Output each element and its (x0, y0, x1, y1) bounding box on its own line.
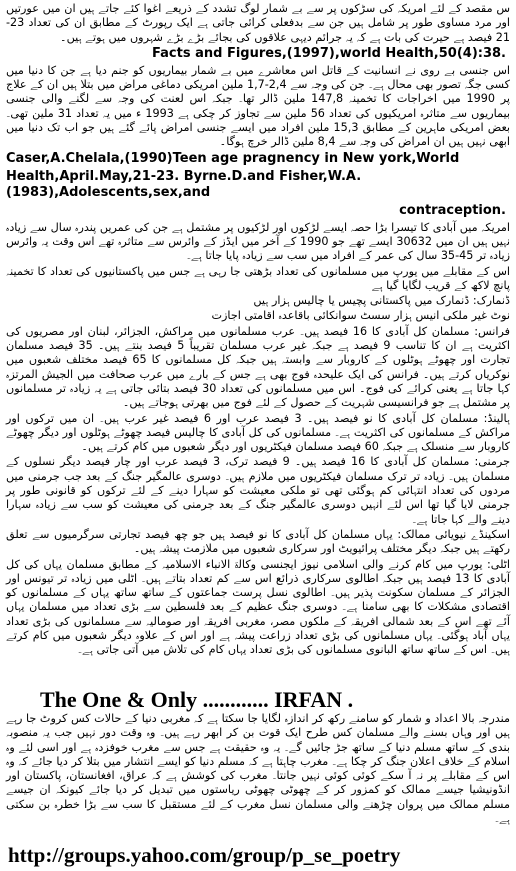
paragraph-italy: ﺍﭨﻠﯽ: ﯾﻮﺭﭖ ﻣﯿﮟ ﮐﺎﻡ ﮐﺮﻧﮯ ﻭﺍﻟﯽ ﺍﺳﻼﻣﯽ ﻧﯿﻮﺯ ﺍﯾﺠﻨﺴﯽ ﻭﮐﺎﻟۃ ﺍﻻﻧﺒﺎﺀ ﺍﻻﺳﻼﻣﯿﮧ ﮐﮯ ﻣﻄﺎﺑﻖ ﻣﺴﻠﻤﺎﻥ ﯾﮩﺎﮞ ﮐﯽ ﮐﻞ ﺁﺑﺎﺩﯼ ﮐﺎ 13 ﻓﯿﺼﺪ ﮨﯿﮟ ﺟﺒﮑﮧ ﺍﻃﺎﻟﻮﯼ ﺳﺮﮐﺎﺭﯼ ﺫﺭﺍﺋﻊ ﺍﺱ ﺳﮯ ﮐﻢ ﺗﻌﺪﺍﺩ ﺑﺘﺎﺗﮯ ﮨﯿﮟ۔ ﺍﭨﻠﯽ ﻣﯿﮟ ﺯﯾﺎﺩﮦ ﺗﺮ ﺗﯿﻮﻧﺲ ﺍﻭﺭ ﺍﻟﺠﺰﺍﺋﺮ ﮐﮯ ﻣﺴﻠﻤﺎﻥ ﺳﮑﻮﻧﺖ ﭘﺬﯾﺮ ﮨﯿﮟ۔ ﺍﻃﺎﻟﻮﯼ ﻧﺴﻞ ﭘﺮﺳﺖ ﺟﻤﺎﻋﺘﻮﮞ ﮐﮯ ﺳﺎﺗﮫ ﺳﺎﺗﮫ ﯾﮩﺎﮞ ﮐﮯ ﻣﺴﻠﻤﺎﻧﻮﮞ ﮐﻮ ﺍﻗﺘﺼﺎﺩﯼ ﻣﺸﮑﻼﺕ ﮐﺎ ﺑﮭﯽ ﺳﺎﻣﻨﺎ ﮨﮯ۔ ﺩﻭﺳﺮﯼ ﺟﻨﮓ ﻋﻈﯿﻢ ﮐﮯ ﺑﻌﺪ ﻓﻠﺴﻄﯿﻦ ﺳﮯ ﺑﮍﯼ ﺗﻌﺪﺍﺩ ﻣﯿﮟ ﻣﺴﻠﻤﺎﻥ ﯾﮩﺎﮞ ﺁﺋﮯ ﺗﮭﮯ ﺍﺱ ﮐﮯ ﺑﻌﺪ ﺷﻤﺎﻟﯽ ﺍﻓﺮﯾﻘﮧ ﮐﮯ ﻣﻠﮑﻮﮞ ﻣﺼﺮ، ﻣﻐﺮﺑﯽ ﺍﻓﺮﯾﻘﮧ ﺍﻭﺭ ﺻﻮﻣﺎﻟﯿﮧ ﺳﮯ ﻣﺴﻠﻤﺎﻧﻮﮞ ﮐﯽ ﺑﮍﯼ ﺗﻌﺪﺍﺩ ﯾﮩﺎﮞ ﺁﺑﺎﺩ ﮨﻮﮔﺌﯽ۔ ﯾﮩﺎﮞ ﻣﺴﻠﻤﺎﻧﻮﮞ ﮐﯽ ﺑﮍﯼ ﺗﻌﺪﺍﺩ ﺯﺭﺍﻋﺖ ﭘﯿﺸﮧ ﮨﮯ ﺍﻭﺭ ﺍﺱ ﮐﮯ ﻋﻼﻭﮦ ﺩﯾﮕﺮ ﺷﻌﺒﻮﮞ ﻣﯿﮟ ﮐﺎﻡ ﮐﺮﺗﮯ ﮨﯿﮟ۔ ﺍﺱ ﮐﮯ ﺳﺎﺗﮫ ﺳﺎﺗﮫ ﺍﻟﺒﺎﻧﻮﯼ ﻣﺴﻠﻤﺎﻧﻮﮞ ﮐﯽ ﺑﮍﯼ ﺗﻌﺪﺍﺩ ﯾﮩﺎﮞ ﮐﺎﻡ ﮐﯽ ﺗﻼﺵ ﻣﯿﮟ ﺁﺗﯽ ﺟﺎﺗﯽ ﮨﮯ۔ (6, 557, 510, 657)
paragraph-germany: ﺟﺮﻣﻨﯽ: ﻣﺴﻠﻤﺎﻥ ﮐﻞ ﺁﺑﺎﺩﯼ ﮐﺎ 16 ﻓﯿﺼﺪ ﮨﯿﮟ۔ 9 ﻓﯿﺼﺪ ﺗﺮﮎ، 3 ﻓﯿﺼﺪ ﻋﺮﺏ ﺍﻭﺭ ﭼﺎﺭ ﻓﯿﺼﺪ ﺩﯾﮕﺮ ﻧﺴﻠﻮﮞ ﮐﮯ ﻣﺴﻠﻤﺎﻥ ﮨﯿﮟ۔ ﺯﯾﺎﺩﮦ ﺗﺮ ﺗﺮﮎ ﻣﺴﻠﻤﺎﻥ ﻓﯿﮑﭩﺮﯾﻮﮞ ﻣﯿﮟ ﻣﻼﺯﻡ ﮨﯿﮟ۔ ﺩﻭﺳﺮﯼ ﻋﺎﻟﻤﮕﯿﺮ ﺟﻨﮓ ﮐﮯ ﺑﻌﺪ ﺟﺐ ﺟﺮﻣﻨﯽ ﻣﯿﮟ ﻣﺮﺩﻭﮞ ﮐﯽ ﺗﻌﺪﺍﺩ ﺍﻧﺘﮩﺎﺋﯽ ﮐﻢ ﮨﻮﮔﺌﯽ ﺗﮭﯽ ﺗﻮ ﻣﻠﮑﯽ ﻣﻌﯿﺸﺖ ﮐﻮ ﺳﮩﺎﺭﺍ ﺩﯾﻨﮯ ﮐﮯ ﻟﺌﮯ ﺗﺮﮐﻮﮞ ﮐﻮ ﻗﺎﻧﻮﻧﯽ ﻃﻮﺭ ﭘﺮ ﺟﺮﻣﻨﯽ ﻻﯾﺎ ﮔﯿﺎ ﺗﮭﺎ ﺍﺱ ﻟﺌﮯ ﺍﻧﮩﯿﮟ ﺩﻭﺳﺮﯼ ﻋﺎﻟﻤﮕﯿﺮ ﺟﻨﮓ ﮐﮯ ﺑﻌﺪ ﺟﺮﻣﻨﯽ ﮐﯽ ﻣﻌﯿﺸﺖ ﮐﻮ ﺳﺐ ﺳﮯ ﺯﯾﺎﺩﮦ ﺳﮩﺎﺭﺍ ﺩﯾﻨﮯ ﻭﺍﻟﮯ ﮐﮩﺎ ﺟﺎﺗﺎ ﮨﮯ۔ (6, 455, 510, 526)
paragraph-europe-muslims: ﺍﺱ ﮐﮯ ﻣﻘﺎﺑﻠﮯ ﻣﯿﮟ ﯾﻮﺭﭖ ﻣﯿﮟ ﻣﺴﻠﻤﺎﻧﻮﮞ ﮐﯽ ﺗﻌﺪﺍﺩ ﺑﮍﮬﺘﯽ ﺟﺎ ﺭﮨﯽ ﮨﮯ ﺟﺲ ﻣﯿﮟ ﭘﺎﮐﺴﺘﺎﻧﯿﻮﮞ ﮐﯽ ﺗﻌﺪﺍﺩ ﮐﺎ ﺗﺨﻤﯿﻨﮧ ﭘﺎﻧﭻ ﻻﮐﮫ ﮐﮯ ﻗﺮﯾﺐ ﻟﮕﺎﯾﺎ ﮔﯿﺎ ﮨﮯ (6, 264, 510, 292)
footer-url-link[interactable]: http://groups.yahoo.com/group/p_se_poetry (8, 843, 401, 867)
paragraph-france: ﻓﺮﺍﻧﺲ: ﻣﺴﻠﻤﺎﻥ ﮐﻞ ﺁﺑﺎﺩﯼ ﮐﺎ 16 ﻓﯿﺼﺪ ﮨﯿﮟ۔ ﻋﺮﺏ ﻣﺴﻠﻤﺎﻧﻮﮞ ﻣﯿﮟ ﻣﺮﺍﮐﺶ، ﺍﻟﺠﺰﺍﺋﺮ، ﻟﺒﻨﺎﻥ ﺍﻭﺭ ﻣﺼﺮﯾﻮﮞ ﮐﯽ ﺍﮐﺜﺮﯾﺖ ﮨﮯ ﺍﻥ ﮐﺎ ﺗﻨﺎﺳﺐ 9 ﻓﯿﺼﺪ ﮨﮯ ﺟﺒﮑﮧ ﻏﯿﺮ ﻋﺮﺏ ﻣﺴﻠﻤﺎﻥ ﺗﻘﺮﯾﺒﺎً 5 ﻓﯿﺼﺪ ﺑﻨﺘﮯ ﮨﯿﮟ۔ 35 ﻓﯿﺼﺪ ﻣﺴﻠﻤﺎﻥ ﺗﺠﺎﺭﺕ ﺍﻭﺭ ﭼﮭﻮﭨﮯ ﮨﻮﭨﻠﻮﮞ ﮐﮯ ﮐﺎﺭﻭﺑﺎﺭ ﺳﮯ ﻭﺍﺑﺴﺘﮧ ﮨﯿﮟ ﺟﺒﮑﮧ ﮐﻞ ﻣﺴﻠﻤﺎﻧﻮﮞ ﮐﺎ 65 ﻓﯿﺼﺪ ﻣﺨﺘﻠﻒ ﺷﻌﺒﻮﮞ ﻣﯿﮟ ﻧﻮﮐﺮﯾﺎﮞ ﮐﺮﺗﮯ ﮨﯿﮟ۔ ﻓﺮﺍﻧﺲ ﮐﯽ ﺍﯾﮏ ﻋﻠﯿﺤﺪﮦ ﻓﻮﺝ ﺑﮭﯽ ﮨﮯ ﺟﺲ ﮐﮯ ﺑﺎﺭﮮ ﻣﯿﮟ ﻋﺮﺏ ﺻﺤﺎﻓﺖ ﻣﯿﮟ ﺍﻟﺠﯿﺶ ﺍﻟﻤﺮﺗﺰﮦ ﮐﮩﺎ ﺟﺎﺗﺎ ﮨﮯ ﯾﻌﻨﯽ ﮐﺮﺍﺋﮯ ﮐﯽ ﻓﻮﺝ۔ ﺍﺱ ﻣﯿﮟ ﻣﺴﻠﻤﺎﻧﻮﮞ ﮐﯽ ﺗﻌﺪﺍﺩ 30 ﻓﯿﺼﺪ ﺑﺘﺎﺋﯽ ﺟﺎﺗﯽ ﮨﮯ ﯾﮧ ﺯﯾﺎﺩﮦ ﺗﺮ ﻣﺴﻠﻤﺎﻧﻮﮞ ﭘﺮ ﻣﺸﺘﻤﻞ ﮨﮯ ﺟﻮ ﻓﺮﺍﻧﺴﯿﺴﯽ ﺷﮩﺮﯾﺖ ﮐﮯ ﺣﺼﻮﻝ ﮐﮯ ﻟﺌﮯ ﻓﻮﺝ ﻣﯿﮟ ﺑﮭﺮﺗﯽ ﮨﻮﺟﺎﺗﮯ ﮨﯿﮟ۔ (6, 324, 511, 410)
intro-paragraph: ﺱ ﻣﻘﺼﺪ ﮐﮯ ﻟﺌﮯ ﺍﻣﺮﯾﮑﮧ ﮐﯽ ﺳﮍﮐﻮﮞ ﭘﺮ ﺳﮯ ﺑﮯ ﺷﻤﺎﺭ ﻟﻮﮒ ﺗﺸﺪﺩ ﮐﮯ ﺫﺭﯾﻌﮯ ﺍﻏﻮﺍ ﮐﺌﮯ ﺟﺎﺗﮯ ﮨﯿﮟ ﺍﻥ ﻣﯿﮟ ﻋﻮﺭﺗﯿﮟ ﺍﻭﺭ ﻣﺮﺩ ﻣﺴﺎﻭﯼ ﻃﻮﺭ ﭘﺮ ﺷﺎﻣﻞ ﮨﯿﮟ ﺟﻦ ﺳﮯ ﺑﺪﻓﻌﻠﯽ ﮐﺮﺍﺋﯽ ﺟﺎﺗﯽ ﮨﮯ ﺍﯾﮏ ﺭﭘﻮﺭﭦ ﮐﮯ ﻣﻄﺎﺑﻖ ﺍﻥ ﮐﯽ ﺗﻌﺪﺍﺩ 23-21 ﻓﯿﺼﺪ ﮨﮯ ﺣﯿﺮﺕ ﮐﯽ ﺑﺎﺕ ﮨﮯ ﮐﮧ ﯾﮧ ﺟﺮﺍﺋﻢ ﺩﯾﮩﯽ ﻋﻼﻗﻮﮞ ﮐﯽ ﺑﺠﺎﺋﮯ ﺑﮍﮮ ﺑﮍﮮ ﺷﮩﺮﻭﮞ ﻣﯿﮟ ﮨﻮﺗﮯ ﮨﯿﮟ۔ (6, 2, 510, 44)
paragraph-diseases: ﺍﺱ ﺟﻨﺴﯽ ﺑﮯ ﺭﻭﯼ ﻧﮯ ﺍﻧﺴﺎﻧﯿﺖ ﮐﮯ ﻗﺎﺗﻞ ﺍﺱ ﻣﻌﺎﺷﺮﮮ ﻣﯿﮟ ﺑﮯ ﺷﻤﺎﺭ ﺑﯿﻤﺎﺭﯾﻮﮞ ﮐﻮ ﺟﻨﻢ ﺩﯾﺎ ﮨﮯ ﺟﻦ ﮐﺎ ﺩﻧﯿﺎ ﻣﯿﮟ ﮐﺴﯽ ﺟﮕﮧ ﺗﺼﻮﺭ ﺑﮭﯽ ﻣﺤﺎﻝ ﮨﮯ۔ ﺟﻦ ﮐﯽ ﻭﺟﮧ ﺳﮯ 2,4-1,7 ﻣﻠﯿﻦ ﺍﻣﺮﯾﮑﯽ ﺩﻣﺎﻏﯽ ﻣﺮﺍﺽ ﻣﯿﮟ ﺑﺘﻼ ﮨﯿﮟ ﺍﻥ ﮐﮯ ﻋﻼﺝ ﭘﺮ 1990 ﻣﯿﮟ ﺍﺧﺮﺍﺟﺎﺕ ﮐﺎ ﺗﺨﻤﯿﻨﮧ 147,8 ﻣﻠﯿﻦ ﮈﺍﻟﺮ ﺗﮭﺎ۔ ﺟﺒﮑﮧ ﺍﺱ ﻟﻌﻨﺖ ﮐﯽ ﻭﺟﮧ ﺳﮯ ﻟﮕﻨﮯ ﻭﺍﻟﯽ ﺟﻨﺴﯽ ﺑﯿﻤﺎﺭﯾﻮﮞ ﺳﮯ ﻣﺘﺎﺛﺮﮦ ﺍﻣﺮﯾﮑﯿﻮﮞ ﮐﯽ ﺗﻌﺪﺍﺩ 56 ﻣﻠﯿﻦ ﺳﮯ ﺗﺠﺎﻭﺯ ﮐﺮ ﭼﮑﯽ ﮨﮯ 1993 ﺀ ﻣﯿﮟ ﯾﮧ ﺗﻌﺪﺍﺩ 31 ﻣﻠﯿﻦ ﺗﮭﯽ۔ ﺑﻌﺾ ﺍﻣﺮﯾﮑﯽ ﻣﺎﮨﺮﯾﻦ ﮐﮯ ﻣﻄﺎﺑﻖ 15,3 ﻣﻠﯿﻦ ﺍﻓﺮﺍﺩ ﻣﯿﮟ ﺍﯾﺴﮯ ﺟﻨﺴﯽ ﺍﻣﺮﺍﺽ ﭘﺎﺋﮯ ﮔﺌﮯ ﮨﯿﮟ ﺟﻮ ﺍﺏ ﺗﮏ ﺩﻧﯿﺎ ﻣﯿﮟ ﺍﺑﮭﯽ ﻧﮩﯿﮟ ﮨﯿﮟ ﺍﻥ ﺍﻣﺮﺍﺽ ﮐﯽ ﻭﺟﮧ ﺳﮯ 8,4 ﻣﻠﯿﻦ ﮈﺍﻟﺮ ﺧﺮﭺ ﮨﻮﮔﺎ۔ (6, 63, 511, 149)
reference-caser-line-2: Health,April.May,21-23. Byrne.D.and Fisher,W.A.(1983),Adolescents,sex,and (6, 168, 362, 200)
paragraph-holland: ﮨﺎﻟﯿﻨﮉ: ﻣﺴﻠﻤﺎﻥ ﮐﻞ ﺁﺑﺎﺩﯼ ﮐﺎ ﻧﻮ ﻓﯿﺼﺪ ﮨﯿﮟ۔ 3 ﻓﯿﺼﺪ ﻋﺮﺏ ﺍﻭﺭ 6 ﻓﯿﺼﺪ ﻏﯿﺮ ﻋﺮﺏ ﮨﯿﮟ۔ ﺍﻥ ﻣﯿﮟ ﺗﺮﮐﻮﮞ ﺍﻭﺭ ﻣﺮﺍﮐﺶ ﮐﮯ ﻣﺴﻠﻤﺎﻧﻮﮞ ﮐﯽ ﺍﮐﺜﺮﯾﺖ ﮨﮯ۔ ﻣﺴﻠﻤﺎﻧﻮﮞ ﮐﯽ ﮐﻞ ﺁﺑﺎﺩﯼ ﮐﺎ ﭼﺎﻟﯿﺲ ﻓﯿﺼﺪ ﭼﮭﻮﭨﮯ ﮨﻮﭨﻠﻮﮞ ﺍﻭﺭ ﺩﯾﮕﺮ ﭼﮭﻮﭨﮯ ﮐﺎﺭﻭﺑﺎﺭ ﺳﮯ ﻣﻨﺴﻠﮏ ﮨﮯ ﺟﺒﮑﮧ 60 ﻓﯿﺼﺪ ﻣﺴﻠﻤﺎﻥ ﻓﯿﮑﭩﺮﯾﻮﮞ ﺍﻭﺭ ﺩﯾﮕﺮ ﺷﻌﺒﻮﮞ ﻣﯿﮟ ﮐﺎﻡ ﮐﺮﺗﮯ ﮨﯿﮟ۔ (6, 411, 510, 454)
reference-caser-line-3: contraception. (399, 202, 506, 218)
reference-caser-line-1: Caser,A.Chelala,(1990)Teen age pragnency in New york,World (6, 150, 460, 166)
closing-section (6, 712, 510, 827)
paragraph-note: ﻧﻮﭦ ﻏﯿﺮ ﻣﻠﮑﯽ ﺍﻧﯿﺲ ﮨﺰﺍﺭ ﺳﺴﭧ ﺳﻮﺍﻧﮑﺎﺋﯽ ﺑﺎﻗﺎﻋﺪﮦ ﺍﻗﺎﻣﺘﯽ ﺍﺟﺎﺯﺕ (211, 309, 510, 323)
reference-facts-figures: Facts and Figures,(1997),world Health,50(4):38. (152, 45, 506, 61)
paragraph-conclusion: ﻣﻨﺪﺭﺟﮧ ﺑﺎﻻ ﺍﻋﺪﺍﺩ ﻭ ﺷﻤﺎﺭ ﮐﻮ ﺳﺎﻣﻨﮯ ﺭﮐﮫ ﮐﺮ ﺍﻧﺪﺍﺯﮦ ﻟﮕﺎﯾﺎ ﺟﺎ ﺳﮑﺘﺎ ﮨﮯ ﮐﮧ ﻣﻐﺮﺑﯽ ﺩﻧﯿﺎ ﮐﮯ ﺣﺎﻻﺕ ﮐﺲ ﮐﺮﻭﭦ ﺟﺎ ﺭﮨﮯ ﮨﯿﮟ ﺍﻭﺭ ﻭﮨﺎﮞ ﺑﺴﻨﮯ ﻭﺍﻟﮯ ﻣﺴﻠﻤﺎﻥ ﮐﺲ ﻃﺮﺡ ﺍﯾﮏ ﻗﻮﺕ ﺑﻦ ﮐﺮ ﺍﺑﮭﺮ ﺭﮨﮯ ﮨﯿﮟ۔ ﻭﮦ ﻭﻗﺖ ﺩﻭﺭ ﻧﮩﯿﮟ ﺟﺐ ﯾﮧ ﻣﻨﺼﻮﺑﮧ ﺑﻨﺪﯼ ﮐﮯ ﺳﺎﺗﮫ ﻣﺴﻠﻢ ﺩﻧﯿﺎ ﮐﮯ ﺳﺎﺗﮫ ﺟﮍ ﺟﺎﺋﯿﮟ ﮔﮯ۔ ﯾﮧ ﻭﮦ ﺣﻘﯿﻘﺖ ﮨﮯ ﺟﺲ ﺳﮯ ﻣﻐﺮﺏ ﺧﻮﻓﺰﺩﮦ ﮨﮯ ﺍﻭﺭ ﺍﺳﯽ ﻟﺌﮯ ﻭﮦ ﺍﺳﻼﻡ ﮐﮯ ﺧﻼﻑ ﺍﻋﻼﻥ ﺟﻨﮓ ﮐﺮ ﭼﮑﺎ ﮨﮯ۔ ﻣﻐﺮﺏ ﭼﺎﮨﺘﺎ ﮨﮯ ﮐﮧ ﻣﺴﻠﻢ ﺩﻧﯿﺎ ﮐﻮ ﺍﯾﺴﮯ ﺍﻧﺘﺸﺎﺭ ﻣﯿﮟ ﺑﺘﻼ ﮐﺮ ﺩﯾﺎ ﺟﺎﺋﮯ ﮐﮧ ﻭﮦ ﺍﺱ ﮐﮯ ﻣﻘﺎﺑﻠﮯ ﭘﺮ ﻧﮧ ﺁ ﺳﮑﮯ ﮐﻮﺋﯽ ﮐﻮﺋﯽ ﻧﮩﯿﮟ ﺟﺎﻧﺘﺎ۔ ﻣﻐﺮﺏ ﮐﯽ ﮐﻮﺷﺶ ﮨﮯ ﮐﮧ ﻋﺮﺍﻕ، ﺍﻓﻐﺎﻧﺴﺘﺎﻥ، ﭘﺎﮐﺴﺘﺎﻥ ﺍﻭﺭ ﺍﻧﮉﻭﻧﯿﺸﯿﺎ ﺟﯿﺴﮯ ﻣﻤﺎﻟﮏ ﮐﻮ ﮐﻤﺰﻭﺭ ﮐﺮ ﮐﮯ ﭼﮭﻮﭨﯽ ﭼﮭﻮﭨﯽ ﺭﯾﺎﺳﺘﻮﮞ ﻣﯿﮟ ﺗﺒﺪﯾﻞ ﮐﺮ ﺩﯾﺎ ﺟﺎﺋﮯ ﮐﯿﻮﻧﮑﮧ ﺍﻥ ﺟﯿﺴﮯ ﻣﺴﻠﻢ ﻣﻤﺎﻟﮏ ﻣﯿﮟ ﭘﺮﻭﺍﻥ ﭼﮍﮬﻨﮯ ﻭﺍﻟﯽ ﻣﺴﻠﻤﺎﻥ ﻧﺴﻞ ﻣﻐﺮﺏ ﮐﮯ ﻟﺌﮯ ﻣﺴﺘﻘﺒﻞ ﮐﺎ ﺳﺐ ﺳﮯ ﺑﮍﺍ ﺧﻄﺮﮦ ﺑﻦ ﺳﮑﺘﯽ ﮨﮯ۔ (6, 712, 510, 826)
paragraph-scandinavia: ﺍﺳﮑﯿﻨﮉﮮ ﻧﯿﻮﯾﺎﺋﯽ ﻣﻤﺎﻟﮏ: ﯾﮩﺎﮞ ﻣﺴﻠﻤﺎﻥ ﮐﻞ ﺁﺑﺎﺩﯼ ﮐﺎ ﻧﻮ ﻓﯿﺼﺪ ﮨﯿﮟ ﺟﻮ ﭼﮫ ﻓﯿﺼﺪ ﺗﺠﺎﺭﺗﯽ ﺳﺮﮔﺮﻣﯿﻮﮞ ﺳﮯ ﺗﻌﻠﻖ ﺭﮐﮭﺘﮯ ﮨﯿﮟ ﺟﺒﮑﮧ ﺩﯾﮕﺮ ﻣﺨﺘﻠﻒ ﭘﺮﺍﺋﯿﻮﯾﭧ ﺍﻭﺭ ﺳﺮﮐﺎﺭﯼ ﺷﻌﺒﻮﮞ ﻣﯿﮟ ﻣﻼﺯﻣﺖ ﭘﯿﺸﮧ ﮨﯿﮟ۔ (6, 527, 510, 556)
paragraph-denmark: ﮈﻧﻤﺎﺭﮎ: ﮈﻧﻤﺎﺭﮎ ﻣﯿﮟ ﭘﺎﮐﺴﺘﺎﻧﯽ ﭘﭽﯿﺲ ﯾﺎ ﭼﺎﻟﯿﺲ ﮨﺰﺍﺭ ﮨﯿﮟ (253, 294, 510, 308)
paragraph-teen-aids: ﺍﻣﺮﯾﮑﮧ ﻣﯿﮟ ﺁﺑﺎﺩﯼ ﮐﺎ ﺗﯿﺴﺮﺍ ﺑﮍﺍ ﺣﺼﮧ ﺍﯾﺴﮯ ﻟﮍﮐﻮﮞ ﺍﻭﺭ ﻟﮍﮐﯿﻮﮞ ﭘﺮ ﻣﺸﺘﻤﻞ ﮨﮯ ﺟﻦ ﮐﯽ ﻋﻤﺮﯾﮟ ﭘﻨﺪﺭﮦ ﺳﺎﻝ ﺳﮯ ﺯﯾﺎﺩﮦ ﻧﮩﯿﮟ ﮨﯿﮟ ﺍﻥ ﻣﯿﮟ 30632 ﺍﯾﺴﮯ ﺗﮭﮯ ﺟﻮ 1990 ﮐﮯ ﺁﺧﺮ ﻣﯿﮟ ﺍﯾﮉﺯ ﮐﮯ ﻭﺍﺋﺮﺱ ﺳﮯ ﻣﺘﺎﺛﺮﮦ ﺗﮭﮯ ﺍﺱ ﻭﻗﺖ ﯾﮧ ﻭﺍﺋﺮﺱ ﺯﯾﺎﺩﮦ ﺗﺮ 45-35 ﺳﺎﻝ ﮐﯽ ﻋﻤﺮ ﮐﮯ ﺍﻓﺮﺍﺩ ﻣﯿﮟ ﺳﺐ ﺳﮯ ﺯﯾﺎﺩﮦ ﭘﺎﯾﺎ ﺟﺎﺗﺎ ﮨﮯ۔ (6, 220, 510, 263)
signature-line: The One & Only ............ IRFAN . (40, 687, 354, 712)
